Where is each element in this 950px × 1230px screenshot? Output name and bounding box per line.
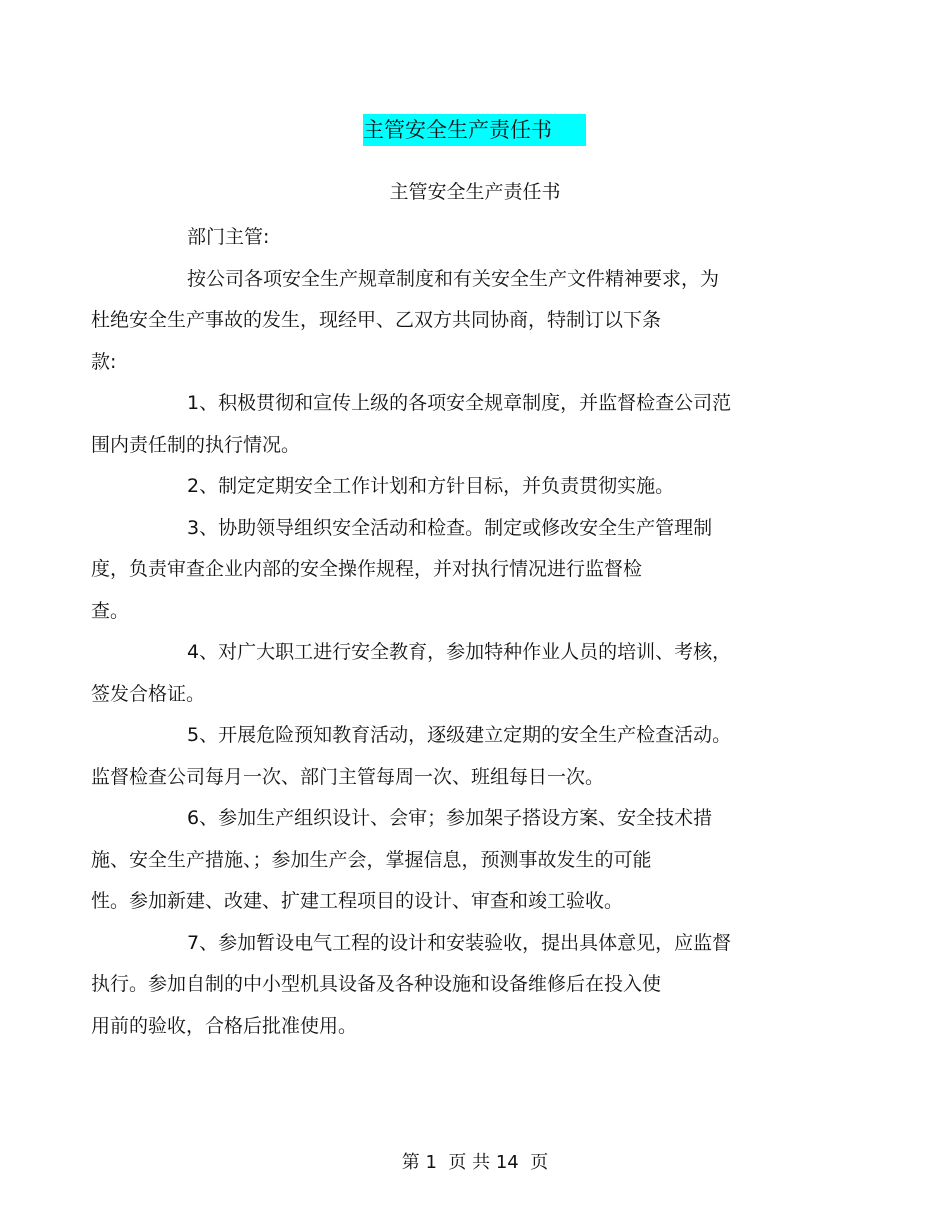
paragraph xyxy=(91,715,779,798)
document-title: 主管安全生产责任书 xyxy=(363,118,552,142)
paragraph xyxy=(91,383,779,466)
document-body xyxy=(91,217,779,1047)
paragraph-line: 签发合格证。 xyxy=(91,682,206,705)
paragraph-line: 5、开展危险预知教育活动，逐级建立定期的安全生产检查活动。 xyxy=(187,724,732,746)
paragraph-line: 性。参加新建、改建、扩建工程项目的设计、审查和竣工验收。 xyxy=(91,890,624,912)
paragraph-line: 度，负责审查企业内部的安全操作规程，并对执行情况进行监督检 xyxy=(91,558,643,580)
paragraph xyxy=(91,923,779,1048)
paragraph-line: 围内责任制的执行情况。 xyxy=(91,433,301,456)
paragraph-line: 4、对广大职工进行安全教育，参加特种作业人员的培训、考核， xyxy=(187,641,732,663)
paragraph-line: 6、参加生产组织设计、会审；参加架子搭设方案、安全技术措 xyxy=(187,807,713,829)
paragraph-line: 监督检查公司每月一次、部门主管每周一次、班组每日一次。 xyxy=(91,765,605,788)
paragraph xyxy=(91,259,779,384)
paragraph-line: 款: xyxy=(91,350,117,373)
paragraph-line: 7、参加暂设电气工程的设计和安装验收，提出具体意见，应监督 xyxy=(187,931,732,954)
paragraph xyxy=(91,508,779,633)
paragraph-line: 用前的验收，合格后批准使用。 xyxy=(91,1014,358,1037)
page-footer: 第 1 页 共 14 页 xyxy=(401,1152,549,1173)
paragraph-line: 施、安全生产措施、；参加生产会，掌握信息，预测事故发生的可能 xyxy=(91,848,652,871)
paragraph-line: 按公司各项安全生产规章制度和有关安全生产文件精神要求，为 xyxy=(187,267,720,290)
paragraph-line: 查。 xyxy=(91,599,130,622)
paragraph-line: 2、制定定期安全工作计划和方针目标，并负责贯彻实施。 xyxy=(187,475,675,497)
paragraph xyxy=(91,798,779,923)
paragraph xyxy=(91,632,779,715)
paragraph xyxy=(139,466,779,508)
paragraph-line: 1、积极贯彻和宣传上级的各项安全规章制度，并监督检查公司范 xyxy=(187,392,732,414)
paragraph-line: 执行。参加自制的中小型机具设备及各种设施和设备维修后在投入使 xyxy=(91,973,662,995)
document-subtitle: 主管安全生产责任书 xyxy=(389,181,561,203)
paragraph xyxy=(139,217,779,259)
paragraph-line: 杜绝安全生产事故的发生，现经甲、乙双方共同协商，特制订以下条 xyxy=(91,309,662,331)
paragraph-line: 3、协助领导组织安全活动和检查。制定或修改安全生产管理制 xyxy=(187,516,713,539)
paragraph-line: 部门主管: xyxy=(187,226,270,248)
